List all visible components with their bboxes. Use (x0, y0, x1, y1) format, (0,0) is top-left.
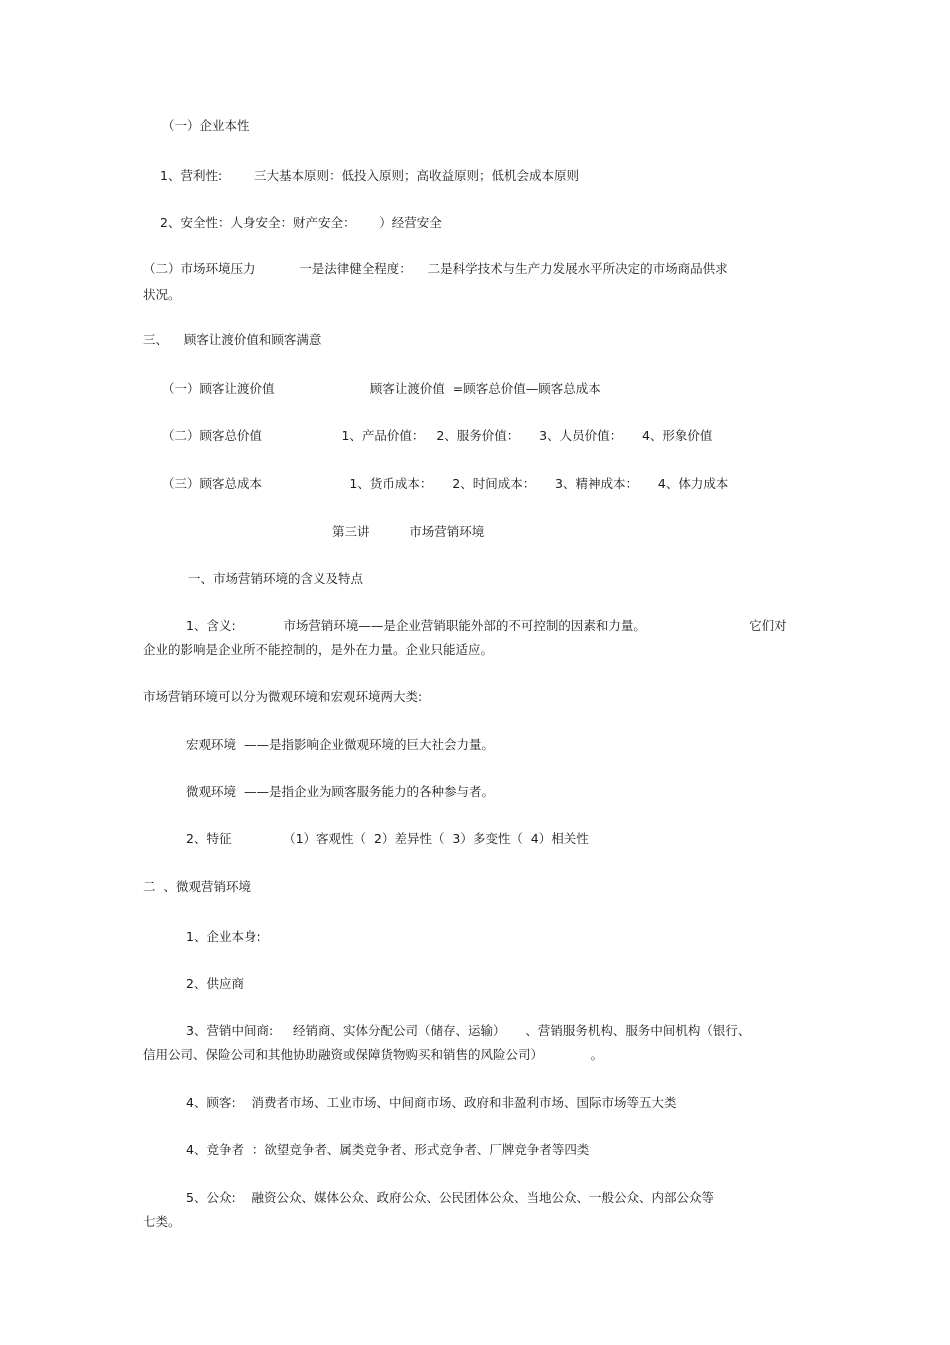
item-customer-total-value: （二）顾客总价值 1、产品价值： 2、服务价值： 3、人员价值： 4、形象价值 (162, 428, 713, 443)
item-customer-delivered-value: （一）顾客让渡价值 顾客让渡价值 =顾客总价值—顾客总成本 (162, 381, 601, 396)
text-meaning-cont: 企业的影响是企业所不能控制的，是外在力量。企业只能适应。 (143, 642, 494, 657)
item-safety: 2、安全性：人身安全：财产安全： ）经营安全 (160, 215, 442, 230)
text-publics-cont: 七类。 (143, 1214, 181, 1229)
heading-micro-marketing: 二 、微观营销环境 (143, 879, 251, 894)
item-publics: 5、公众: 融资公众、媒体公众、政府公众、公民团体公众、当地公众、一般公众、内部公众等 (186, 1190, 715, 1205)
item-competitors: 4、竞争者 ：欲望竞争者、属类竞争者、形式竞争者、厂牌竞争者等四类 (186, 1142, 590, 1157)
item-customer-total-cost: （三）顾客总成本 1、货币成本： 2、时间成本： 3、精神成本： 4、体力成本 (162, 476, 729, 491)
item-customers: 4、顾客: 消费者市场、工业市场、中间商市场、政府和非盈利市场、国际市场等五大类 (186, 1095, 677, 1110)
text-environment-types: 市场营销环境可以分为微观环境和宏观环境两大类: (143, 689, 423, 704)
text-macro-environment: 宏观环境 ——是指影响企业微观环境的巨大社会力量。 (186, 737, 494, 752)
item-intermediaries: 3、营销中间商: 经销商、实体分配公司（储存、运输） 、营销服务机构、服务中间机构（银行、 (186, 1023, 751, 1038)
text-micro-environment: 微观环境 ——是指企业为顾客服务能力的各种参与者。 (186, 784, 494, 799)
item-features: 2、特征 （1）客观性（ 2）差异性（ 3）多变性（ 4）相关性 (186, 831, 589, 846)
heading-market-pressure: （二）市场环境压力 一是法律健全程度： 二是科学技术与生产力发展水平所决定的市场商品供求 (143, 261, 728, 276)
item-meaning: 1、含义: 市场营销环境——是企业营销职能外部的不可控制的因素和力量。 它们对 (186, 618, 787, 633)
text-intermediaries-cont: 信用公司、保险公司和其他协助融资或保障货物购买和销售的风险公司） 。 (143, 1047, 604, 1062)
text-market-pressure-cont: 状况。 (143, 287, 181, 302)
lecture-title: 第三讲 市场营销环境 (332, 524, 485, 539)
item-profitability: 1、营利性: 三大基本原则：低投入原则；高收益原则；低机会成本原则 (160, 168, 579, 183)
item-suppliers: 2、供应商 (186, 976, 244, 991)
heading-section-three: 三、 顾客让渡价值和顾客满意 (143, 332, 322, 347)
item-enterprise-itself: 1、企业本身: (186, 929, 261, 944)
heading-enterprise-nature: （一）企业本性 (162, 118, 250, 133)
heading-meaning-features: 一、市场营销环境的含义及特点 (188, 571, 364, 586)
